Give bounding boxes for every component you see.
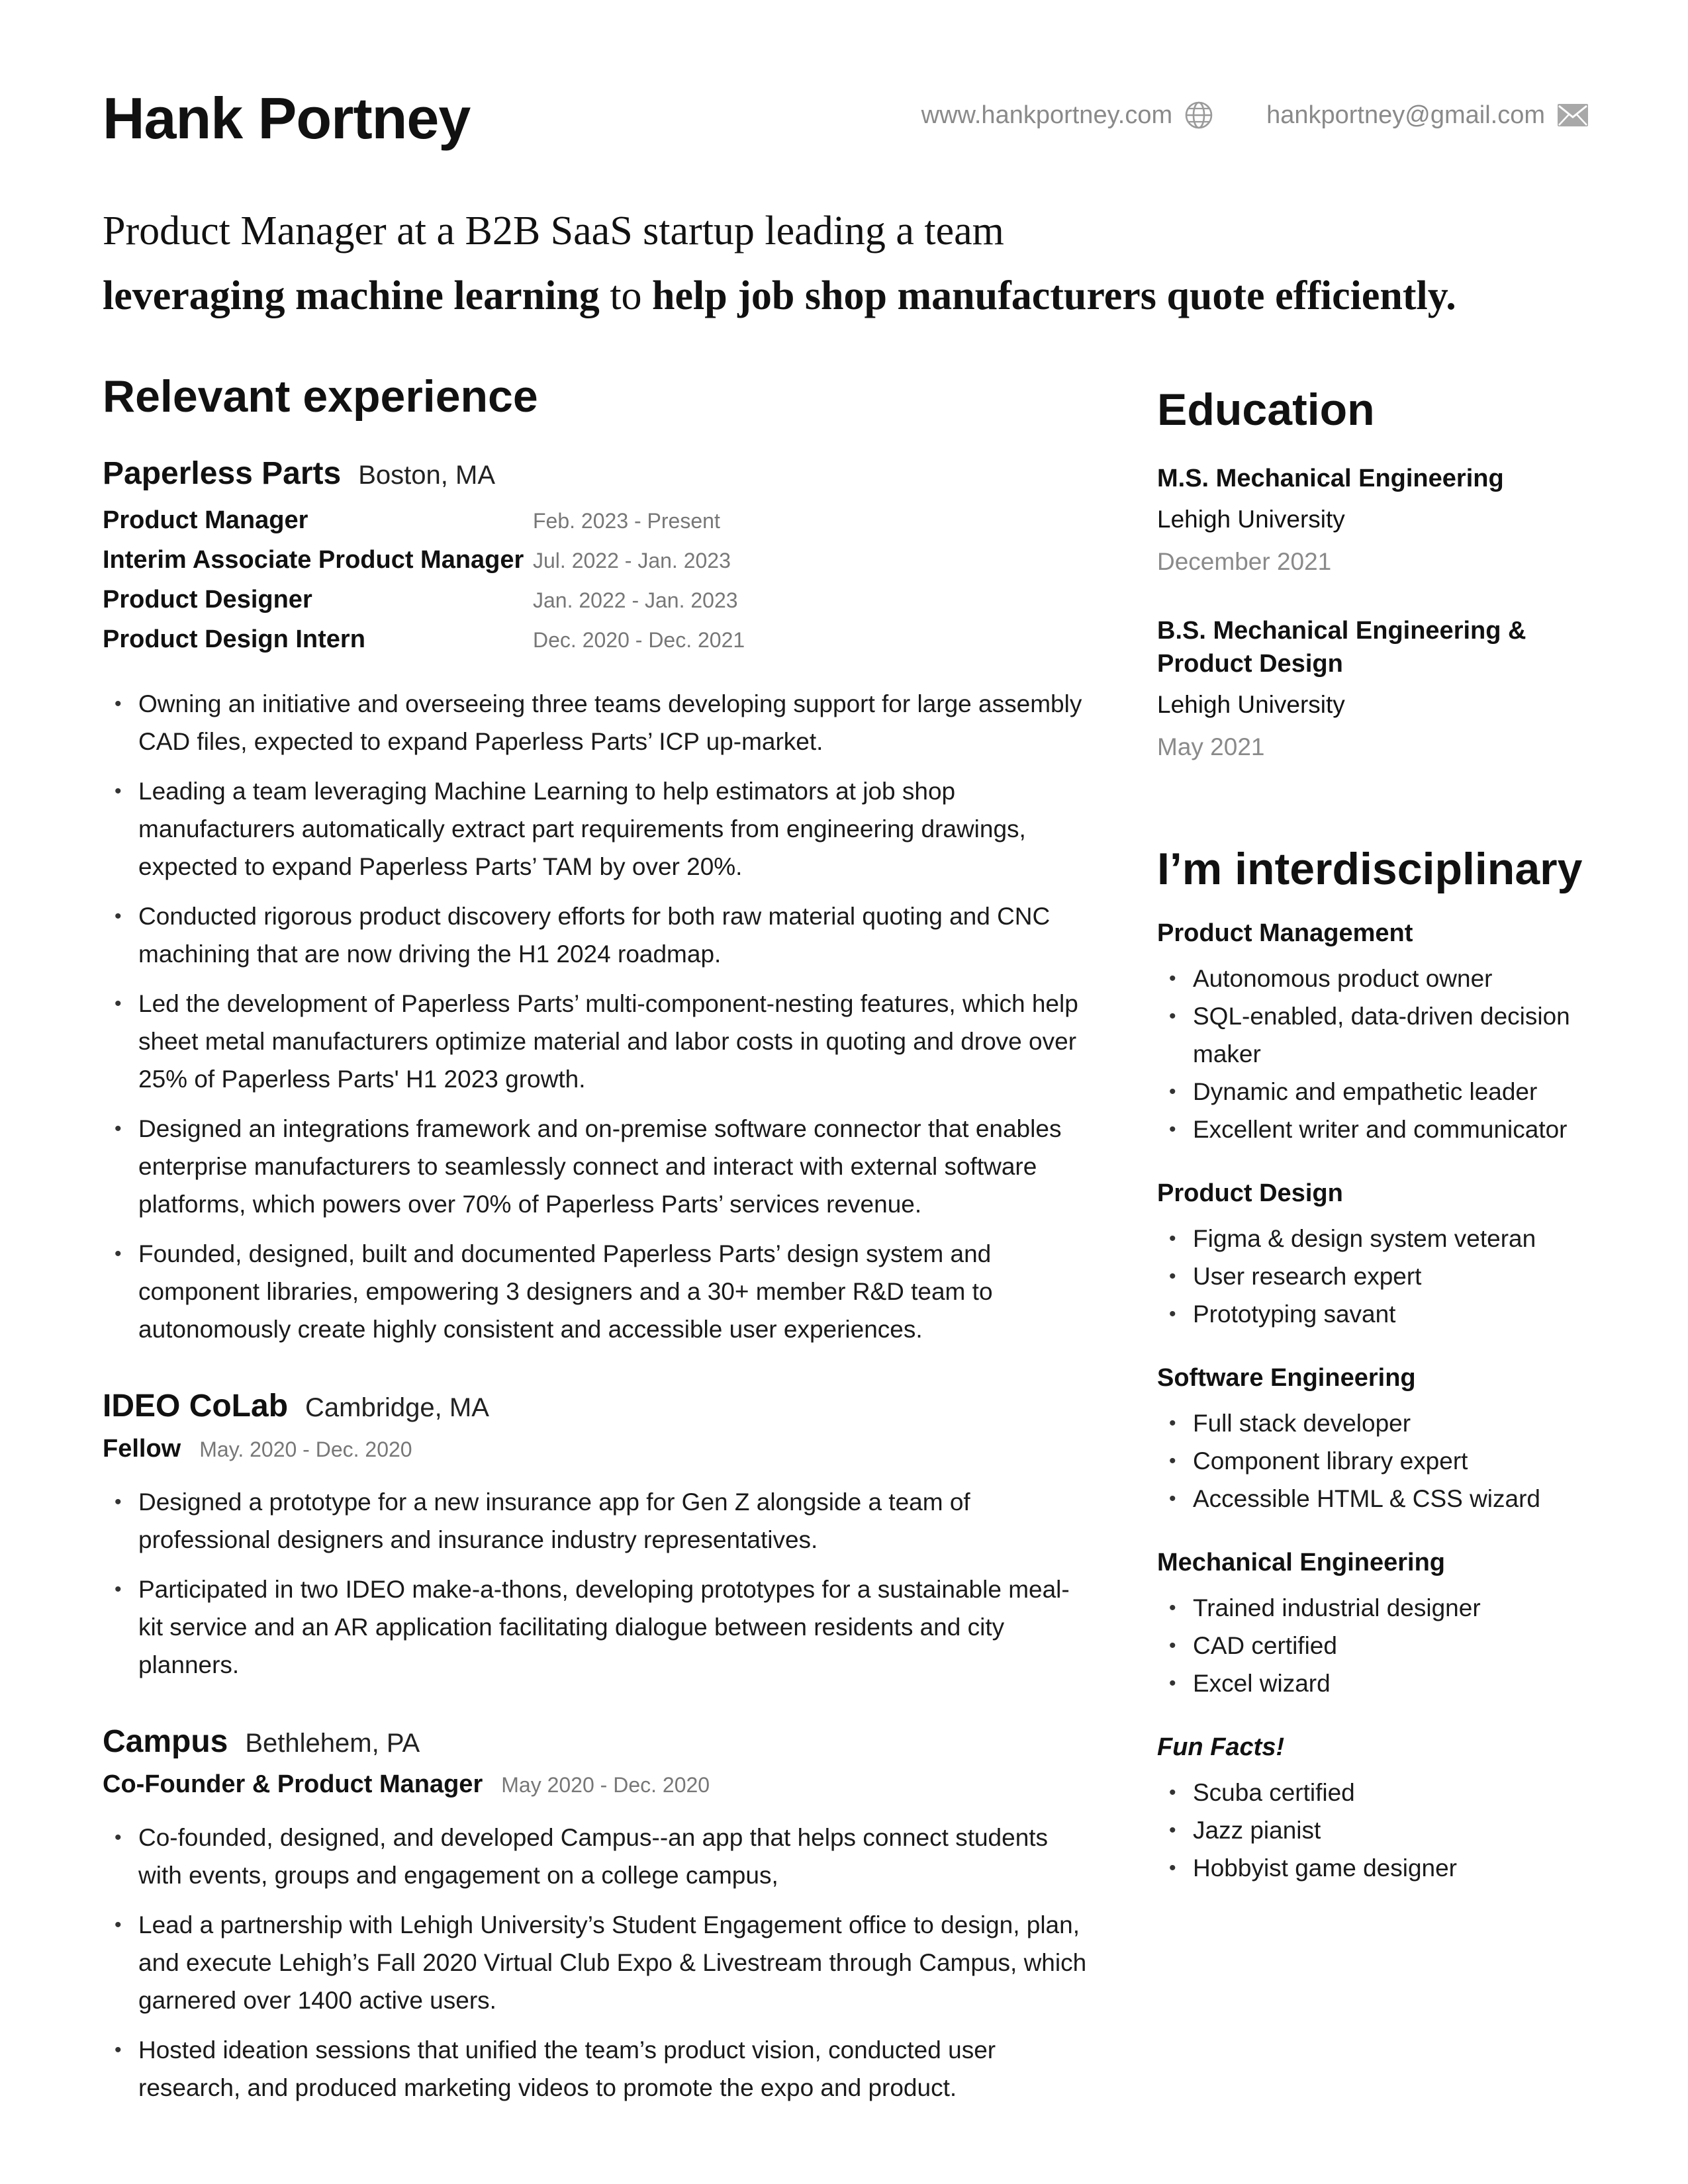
job-location: Cambridge, MA [305,1393,489,1422]
bullet-item: • Hosted ideation sessions that unified the team’s product vision, conducted user research, and produced marketing videos to promote the expo and product. [103,2031,1089,2107]
role-row [103,625,1089,665]
degree-name: B.S. Mechanical Engineering & Product Design [1157,617,1526,678]
skill-group-heading: Fun Facts! [1157,1733,1285,1761]
job-ideo-colab [103,1388,1089,1684]
role-row [103,506,1089,546]
website-text: www.hankportney.com [921,101,1173,129]
job-bullets [103,685,1089,1348]
school-name: Lehigh University [1157,691,1345,718]
job-location: Boston, MA [358,461,495,490]
skill-group [1157,1729,1594,1887]
experience-title: Relevant experience [103,371,538,422]
website-link[interactable] [921,101,1213,130]
bullet-item: • Designed an integrations framework and on-premise software connector that enables enterprise manufacturers to seamlessly connect and interact with external software platforms, which powers over 70% of Paperless Parts’ services revenue. [103,1110,1089,1223]
skill-item: • Trained industrial designer [1157,1589,1594,1627]
skill-list [1157,1589,1594,1702]
skill-group-heading: Mechanical Engineering [1157,1549,1445,1576]
skill-group [1157,915,1594,1148]
interdisciplinary-title: I’m interdisciplinary [1157,844,1583,894]
bullet-item: • Participated in two IDEO make-a-thons, developing prototypes for a sustainable meal-kit service and an AR application facilitating dialogue between residents and city planners. [103,1570,1089,1684]
school-name: Lehigh University [1157,506,1345,533]
role-title: Product Designer [103,586,312,614]
bullet-item: • Co-founded, designed, and developed Campus--an app that helps connect students with events, groups and engagement on a college campus, [103,1819,1089,1894]
role-title: Product Manager [103,506,308,534]
degree-name: M.S. Mechanical Engineering [1157,465,1504,492]
company-name: Paperless Parts [103,456,342,491]
job-bullets [103,1819,1089,2107]
candidate-name: Hank Portney [103,85,471,151]
skill-list [1157,1220,1594,1333]
skill-item: • SQL-enabled, data-driven decision maker [1157,997,1594,1073]
role-list [103,506,1089,665]
role-title: Fellow [103,1435,181,1463]
education-item [1157,614,1594,764]
role-dates: Jul. 2022 - Jan. 2023 [533,549,731,572]
bullet-item: • Leading a team leveraging Machine Learning to help estimators at job shop manufacturers automatically extract part requirements from engineering drawings, expected to expand Paperless Parts’ TAM by over 20%. [103,772,1089,886]
skill-item: • Excel wizard [1157,1664,1594,1702]
job-location: Bethlehem, PA [245,1729,420,1758]
job-bullets [103,1483,1089,1684]
skill-group [1157,1175,1594,1333]
job-header [103,455,1089,492]
headline [103,199,1456,328]
role-dates: May. 2020 - Dec. 2020 [199,1437,412,1461]
role-dates: Jan. 2022 - Jan. 2023 [533,588,738,612]
education-title: Education [1157,385,1375,435]
skill-list [1157,1404,1594,1518]
headline-line-1: Product Manager at a B2B SaaS startup leading a team [103,208,1004,253]
bullet-item: • Founded, designed, built and documented Paperless Parts’ design system and component libraries, empowering 3 designers and a 30+ member R&D team to autonomously create highly consistent and accessible user experiences. [103,1235,1089,1348]
bullet-item: • Owning an initiative and overseeing three teams developing support for large assembly CAD files, expected to expand Paperless Parts’ ICP up-market. [103,685,1089,760]
skill-item: • Jazz pianist [1157,1811,1594,1849]
skill-item: • Component library expert [1157,1442,1594,1480]
headline-line-2 [103,263,1456,328]
role-row [103,546,1089,586]
skill-group [1157,1544,1594,1702]
bullet-item: • Lead a partnership with Lehigh University’s Student Engagement office to design, plan, and execute Lehigh’s Fall 2020 Virtual Club Expo & Livestream through Campus, which garnered over 1400 active users. [103,1906,1089,2019]
company-name: Campus [103,1724,228,1759]
sidebar-column [1157,384,1594,1887]
experience-section [103,371,1089,2118]
job-header [103,1723,1089,1760]
job-paperless-parts [103,455,1089,1348]
role-row [103,1435,1089,1463]
skill-group-heading: Software Engineering [1157,1364,1416,1392]
skill-item: • User research expert [1157,1257,1594,1295]
globe-icon [1184,101,1213,130]
role-row [103,586,1089,625]
job-header [103,1388,1089,1424]
headline-regular: to [610,273,642,318]
headline-bold-b: help job shop manufacturers quote efficiently. [652,273,1456,318]
graduation-date: December 2021 [1157,548,1332,575]
role-dates: Dec. 2020 - Dec. 2021 [533,628,745,652]
email-text: hankportney@gmail.com [1266,101,1545,129]
bullet-item: • Designed a prototype for a new insurance app for Gen Z alongside a team of professional designers and insurance industry representatives. [103,1483,1089,1559]
skill-item: • Dynamic and empathetic leader [1157,1073,1594,1111]
skill-item: • Hobbyist game designer [1157,1849,1594,1887]
skill-item: • CAD certified [1157,1627,1594,1664]
role-title: Product Design Intern [103,625,365,653]
role-dates: Feb. 2023 - Present [533,509,720,533]
bullet-item: • Conducted rigorous product discovery efforts for both raw material quoting and CNC machining that are now driving the H1 2024 roadmap. [103,897,1089,973]
job-campus [103,1723,1089,2107]
role-row [103,1770,1089,1799]
bullet-item: • Led the development of Paperless Parts’ multi-component-nesting features, which help sheet metal manufacturers optimize material and labor costs in quoting and drove over 25% of Paperless Parts' H1 2023 growth. [103,985,1089,1098]
company-name: IDEO CoLab [103,1388,289,1424]
skill-item: • Prototyping savant [1157,1295,1594,1333]
skill-group-heading: Product Management [1157,919,1413,947]
contact-info [921,101,1589,130]
skill-item: • Autonomous product owner [1157,960,1594,997]
skill-group-heading: Product Design [1157,1179,1343,1207]
skill-item: • Figma & design system veteran [1157,1220,1594,1257]
role-title: Interim Associate Product Manager [103,546,524,574]
role-title: Co-Founder & Product Manager [103,1770,483,1798]
education-item [1157,462,1594,578]
skill-item: • Excellent writer and communicator [1157,1111,1594,1148]
role-dates: May 2020 - Dec. 2020 [501,1773,710,1797]
email-link[interactable] [1266,101,1589,130]
skill-item: • Accessible HTML & CSS wizard [1157,1480,1594,1518]
skill-list [1157,960,1594,1148]
skill-group [1157,1359,1594,1518]
graduation-date: May 2021 [1157,733,1265,760]
skill-item: • Scuba certified [1157,1774,1594,1811]
skill-item: • Full stack developer [1157,1404,1594,1442]
mail-icon [1557,103,1589,127]
headline-bold-a: leveraging machine learning [103,273,600,318]
skill-list [1157,1774,1594,1887]
